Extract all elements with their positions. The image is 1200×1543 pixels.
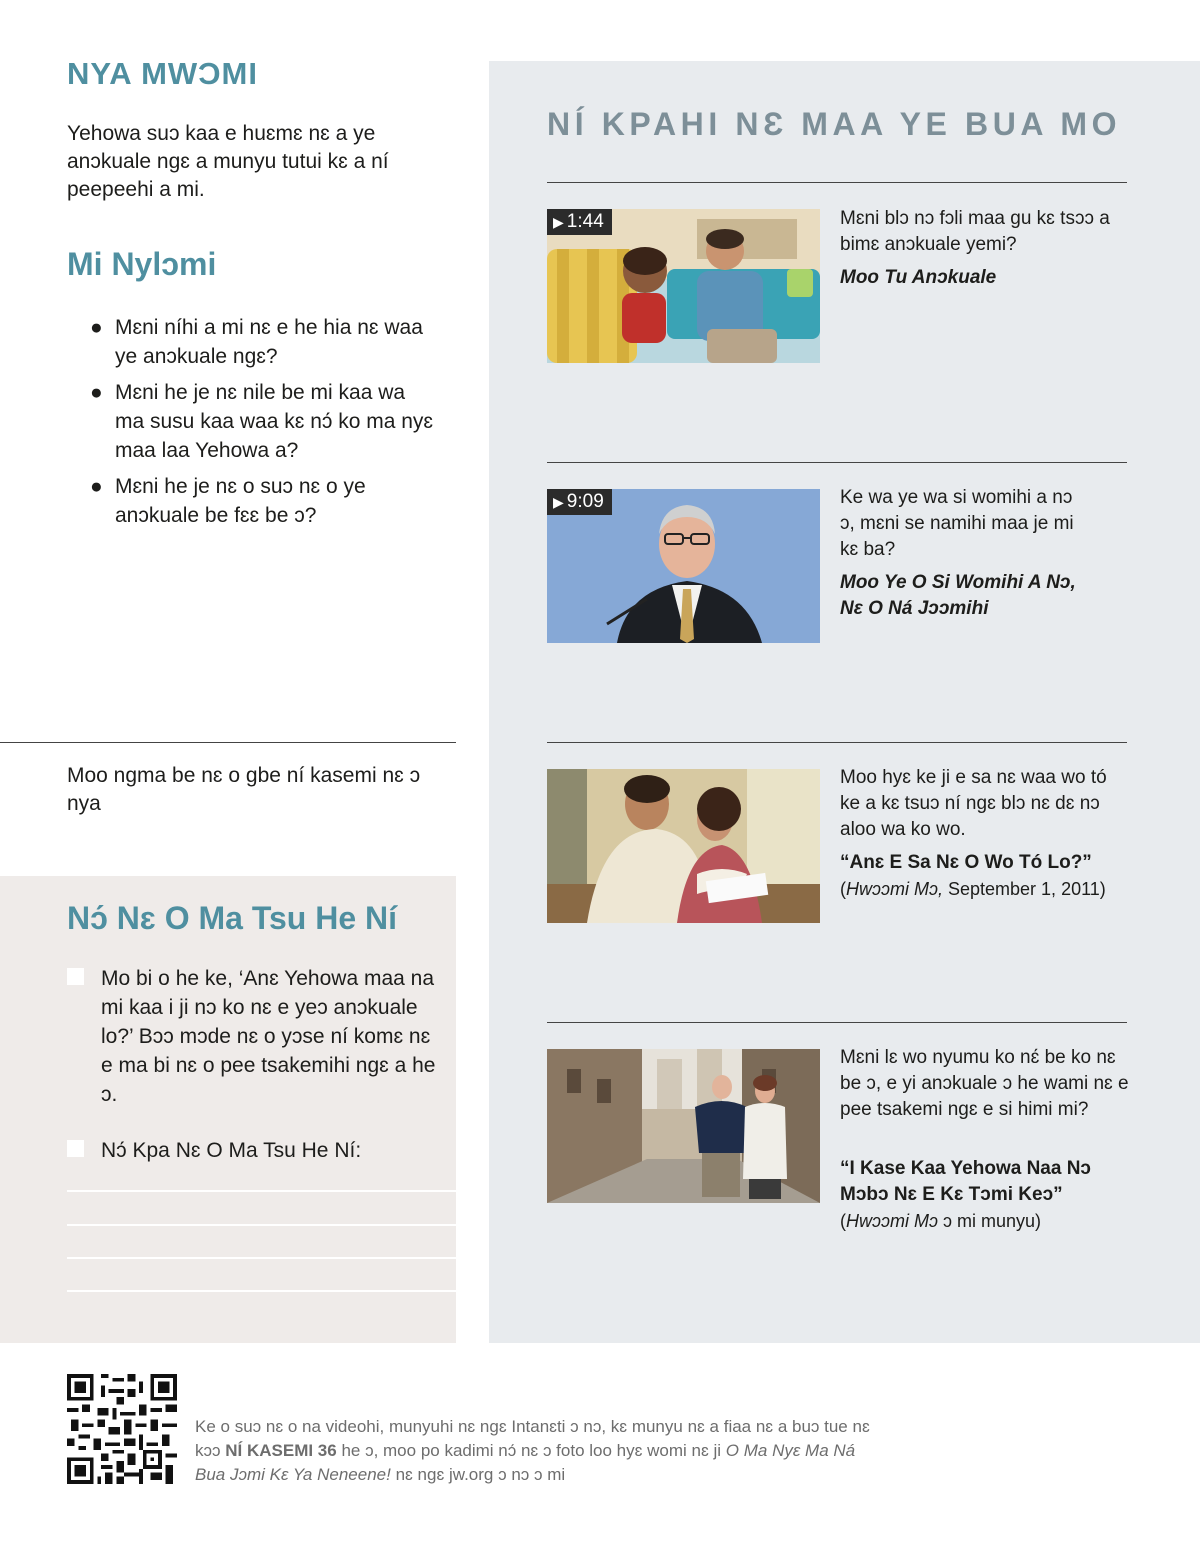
goal-item[interactable] bbox=[67, 964, 437, 1109]
review-heading: Mi Nylɔmi bbox=[67, 246, 217, 282]
divider bbox=[547, 1022, 1127, 1023]
video-duration-badge: ▶ 1:44 bbox=[547, 209, 612, 235]
goal-item-text: Nɔ́ Kpa Nɛ O Ma Tsu He Ní: bbox=[101, 1139, 362, 1162]
divider bbox=[0, 742, 456, 743]
resource-title[interactable]: “Anɛ E Sa Nɛ O Wo Tó Lo?” bbox=[840, 852, 1092, 873]
goal-heading: Nɔ́ Nɛ O Ma Tsu He Ní bbox=[67, 900, 398, 936]
review-question bbox=[90, 378, 440, 465]
writing-line[interactable] bbox=[67, 1190, 456, 1192]
play-icon: ▶ bbox=[553, 214, 564, 230]
goal-item[interactable] bbox=[67, 1136, 437, 1165]
notes-prompt: Moo ngma be nɛ o gbe ní kasemi nɛ ɔ nya bbox=[67, 764, 421, 815]
resource-question: Ke wa ye wa si womihi a nɔ ɔ, mɛni se namihi maa je mi kɛ ba? bbox=[840, 487, 1074, 560]
bullet-icon: ● bbox=[90, 381, 103, 404]
video-duration-badge: ▶ 9:09 bbox=[547, 489, 612, 515]
resource-question: Mɛni lɛ wo nyumu ko nɛ́ be ko nɛ be ɔ, e yi anɔkuale ɔ he wami nɛ e pee tsakemi ngɛ e si himi mi? bbox=[840, 1047, 1129, 1120]
summary-text: Yehowa suɔ kaa e huɛmɛ nɛ a ye anɔkuale ngɛ a munyu tutui kɛ a ní peepeehi a mi. bbox=[67, 122, 389, 201]
checkbox-icon[interactable] bbox=[67, 968, 84, 985]
writing-line[interactable] bbox=[67, 1290, 456, 1292]
article-thumbnail[interactable] bbox=[547, 769, 820, 923]
review-question-text: Mɛni níhi a mi nɛ e he hia nɛ waa ye anɔkuale ngɛ? bbox=[115, 316, 423, 368]
couple-reviewing-papers-image bbox=[547, 769, 820, 923]
footer-text: Ke o suɔ nɛ o na videohi, munyuhi nɛ ngɛ Intanɛti ɔ nɔ, kɛ munyu nɛ a fiaa nɛ a buɔ tue nɛ kɔɔ NÍ KASEMI 36 he ɔ, moo po kadimi nɔ́ nɛ ɔ foto loo hyɛ womi nɛ ji O Ma Nyɛ Ma Ná Bua Jɔmi Kɛ Ya Neneene! nɛ ngɛ jw.org ɔ nɔ ɔ mi bbox=[195, 1417, 870, 1484]
goal-item-text: Mo bi o he ke, ‘Anɛ Yehowa maa na mi kaa i ji nɔ ko nɛ e yeɔ anɔkuale lo?’ Bɔɔ mɔde nɛ o yɔse ní komɛ nɛ e ma bi nɛ o pee tsakemihi ngɛ a he ɔ. bbox=[101, 967, 436, 1106]
review-question bbox=[90, 472, 440, 530]
review-question-text: Mɛni he je nɛ nile be mi kaa wa ma susu kaa waa kɛ nɔ́ ko ma nyɛ maa laa Yehowa a? bbox=[115, 381, 434, 462]
writing-line[interactable] bbox=[67, 1224, 456, 1226]
resource-title[interactable]: Moo Tu Anɔkuale bbox=[840, 267, 997, 288]
resource-question: Moo hyɛ ke ji e sa nɛ waa wo tó ke a kɛ tsuɔ ní ngɛ blɔ nɛ dɛ nɔ aloo wa ko wo. bbox=[840, 767, 1107, 840]
explore-heading: NÍ KPAHI NƐ MAA YE BUA MO bbox=[547, 106, 1122, 142]
qr-code-icon[interactable] bbox=[67, 1374, 177, 1484]
divider bbox=[547, 462, 1127, 463]
goal-box bbox=[0, 876, 456, 1343]
bullet-icon: ● bbox=[90, 316, 103, 339]
review-questions-list bbox=[90, 313, 440, 537]
summary-heading: NYA MWƆMI bbox=[67, 56, 258, 91]
couple-walking-street-image bbox=[547, 1049, 820, 1203]
divider bbox=[547, 742, 1127, 743]
resource-title[interactable]: Moo Ye O Si Womihi A Nɔ, Nɛ O Ná Jɔɔmihi bbox=[840, 572, 1076, 619]
review-question-text: Mɛni he je nɛ o suɔ nɛ o ye anɔkuale be fɛɛ be ɔ? bbox=[115, 475, 366, 527]
divider bbox=[547, 182, 1127, 183]
play-icon: ▶ bbox=[553, 494, 564, 510]
bullet-icon: ● bbox=[90, 475, 103, 498]
video-thumbnail[interactable] bbox=[547, 209, 820, 363]
resource-title[interactable]: “I Kase Kaa Yehowa Naa Nɔ Mɔbɔ Nɛ E Kɛ Tɔmi Keɔ” bbox=[840, 1158, 1091, 1205]
review-question bbox=[90, 313, 440, 371]
checkbox-icon[interactable] bbox=[67, 1140, 84, 1157]
video-thumbnail[interactable] bbox=[547, 489, 820, 643]
resource-source: (Hwɔɔmi Mɔ, September 1, 2011) bbox=[840, 879, 1106, 899]
article-thumbnail[interactable] bbox=[547, 1049, 820, 1203]
writing-line[interactable] bbox=[67, 1257, 456, 1259]
resource-question: Mɛni blɔ nɔ fɔli maa gu kɛ tsɔɔ a bimɛ anɔkuale yemi? bbox=[840, 208, 1110, 255]
resource-source: (Hwɔɔmi Mɔ ɔ mi munyu) bbox=[840, 1211, 1042, 1231]
